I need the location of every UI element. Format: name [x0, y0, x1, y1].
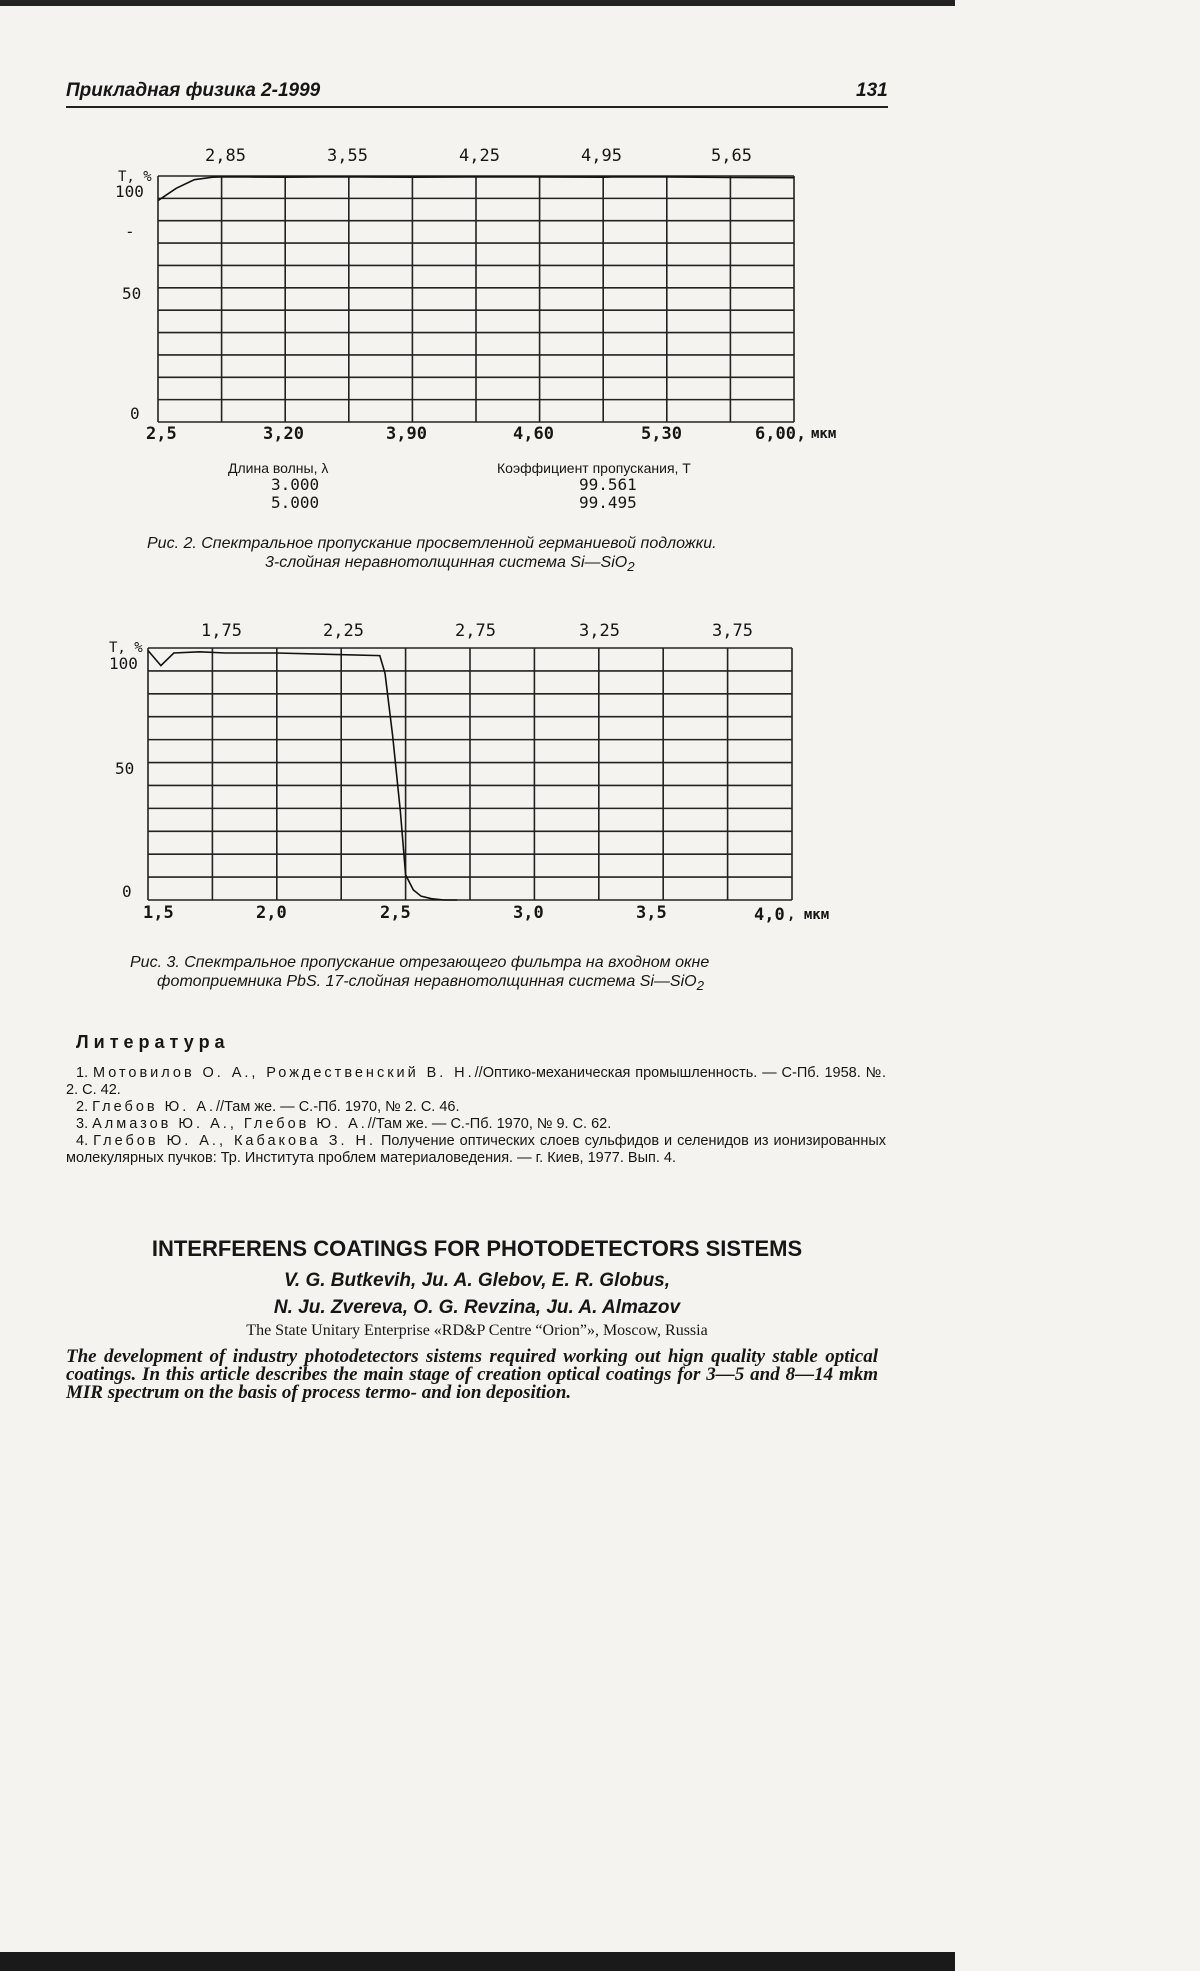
summary-authors-line2: N. Ju. Zvereva, O. G. Revzina, Ju. A. Almazov [273, 1297, 681, 1318]
fig2-readout-transmission: 99.495 [579, 493, 637, 512]
fig2-readout-wavelength: 5.000 [271, 493, 320, 512]
fig3-plot [140, 640, 800, 910]
fig3-y-tick-100: 100 [109, 654, 138, 673]
reference-item: 2. Глебов Ю. А.//Там же. — С.-Пб. 1970, № 2. С. 46. [76, 1099, 460, 1115]
fig3-top-tick: 3,25 [579, 621, 620, 641]
fig2-caption-line2: 3-слойная неравнотолщинная система Si—SiO$_2$ [265, 554, 635, 575]
fig2-grid [158, 176, 794, 422]
fig2-readout-wavelength: 3.000 [271, 475, 320, 494]
summary-institution: The State Unitary Enterprise «RD&P Centre “Orion”», Moscow, Russia [246, 1322, 708, 1339]
reference-item: 4. Глебов Ю. А., Кабакова З. Н. Получение оптических слоев сульфидов и селенидов из ионизированных молекулярных пучков: Тр. Института проблем материаловедения. — г. Киев, 1977. Вып. 4. [66, 1133, 886, 1166]
fig2-top-tick: 4,95 [581, 146, 622, 166]
fig3-caption-line1: Рис. 3. Спектральное пропускание отрезающего фильтра на входном окне [130, 954, 710, 971]
reference-item: 1. Мотовилов О. А., Рождественский В. Н.//Оптико-механическая промышленность. — С-Пб. 1958. №. 2. С. 42. [66, 1065, 886, 1098]
references-heading: Литература [76, 1032, 230, 1052]
fig2-y-tick-100: 100 [115, 182, 144, 201]
summary-title: INTERFERENS COATINGS FOR PHOTODETECTORS SISTEMS [151, 1236, 803, 1261]
fig2-top-tick: 4,25 [459, 146, 500, 166]
fig2-y-axis-label: T, % [118, 169, 152, 185]
fig2-plot [150, 170, 800, 430]
fig2-readout-transmission: 99.561 [579, 475, 637, 494]
fig2-bottom-tick: 3,90 [386, 424, 427, 444]
scan-edge-top [0, 0, 955, 6]
fig2-y-tick-dash: - [125, 222, 135, 241]
fig2-caption-line1: Рис. 2. Спектральное пропускание просветленной германиевой подложки. [147, 535, 717, 552]
fig3-caption-subscript: 2 [696, 978, 705, 994]
fig3-top-tick: 2,25 [323, 621, 364, 641]
fig3-bottom-tick: 3,0 [513, 903, 544, 923]
fig3-y-tick-0: 0 [122, 882, 132, 901]
fig3-bottom-tick: 3,5 [636, 903, 667, 923]
fig2-bottom-tick: 4,60 [513, 424, 554, 444]
fig2-transmission-label: Коэффициент пропускания, T [497, 460, 691, 476]
fig2-y-tick-0: 0 [130, 404, 140, 423]
fig3-top-tick: 1,75 [201, 621, 242, 641]
reference-item: 3. Алмазов Ю. А., Глебов Ю. А.//Там же. — С.-Пб. 1970, № 9. С. 62. [76, 1116, 612, 1132]
journal-running-head: Прикладная физика 2-1999 [66, 80, 321, 101]
fig2-bottom-tick: 6,00, [755, 424, 807, 444]
scan-edge-bottom [0, 1952, 955, 1971]
fig3-caption-line2: фотоприемника PbS. 17-слойная неравнотолщинная система Si—SiO$_2$ [157, 973, 705, 994]
fig3-top-tick: 2,75 [455, 621, 496, 641]
fig3-transmission-curve [148, 651, 457, 901]
fig2-top-tick: 2,85 [205, 146, 246, 166]
fig3-bottom-tick: 4,0 [754, 905, 785, 925]
header-rule [66, 106, 888, 108]
fig3-bottom-tick: 2,5 [380, 903, 411, 923]
fig3-x-unit: , мкм [787, 907, 830, 923]
fig3-y-tick-50: 50 [115, 759, 135, 778]
fig2-top-tick: 3,55 [327, 146, 368, 166]
summary-abstract: The development of industry photodetectors sistems required working out hign quality stable optical coatings. In this article describes the main stage of creation optical coatings for 3—5 and 8—14 mkm MIR spectrum on the basis of process termo- and ion deposition. [66, 1346, 878, 1403]
fig3-y-axis-label: T, % [109, 640, 143, 656]
fig2-y-tick-50: 50 [122, 284, 142, 303]
fig3-grid [148, 648, 792, 900]
fig2-wavelength-label: Длина волны, λ [228, 460, 329, 476]
references-list [66, 1065, 886, 1167]
fig2-x-unit: мкм [811, 426, 837, 442]
fig3-bottom-tick: 1,5 [143, 903, 174, 923]
fig2-bottom-tick: 5,30 [641, 424, 682, 444]
fig3-top-tick: 3,75 [712, 621, 753, 641]
fig2-caption-subscript: 2 [627, 559, 635, 575]
summary-authors-line1: V. G. Butkevih, Ju. A. Glebov, E. R. Globus, [283, 1270, 671, 1291]
fig2-bottom-tick: 2,5 [146, 424, 177, 444]
fig3-bottom-tick: 2,0 [256, 903, 287, 923]
fig2-bottom-tick: 3,20 [263, 424, 304, 444]
fig2-top-tick: 5,65 [711, 146, 752, 166]
page-number: 131 [856, 80, 888, 101]
